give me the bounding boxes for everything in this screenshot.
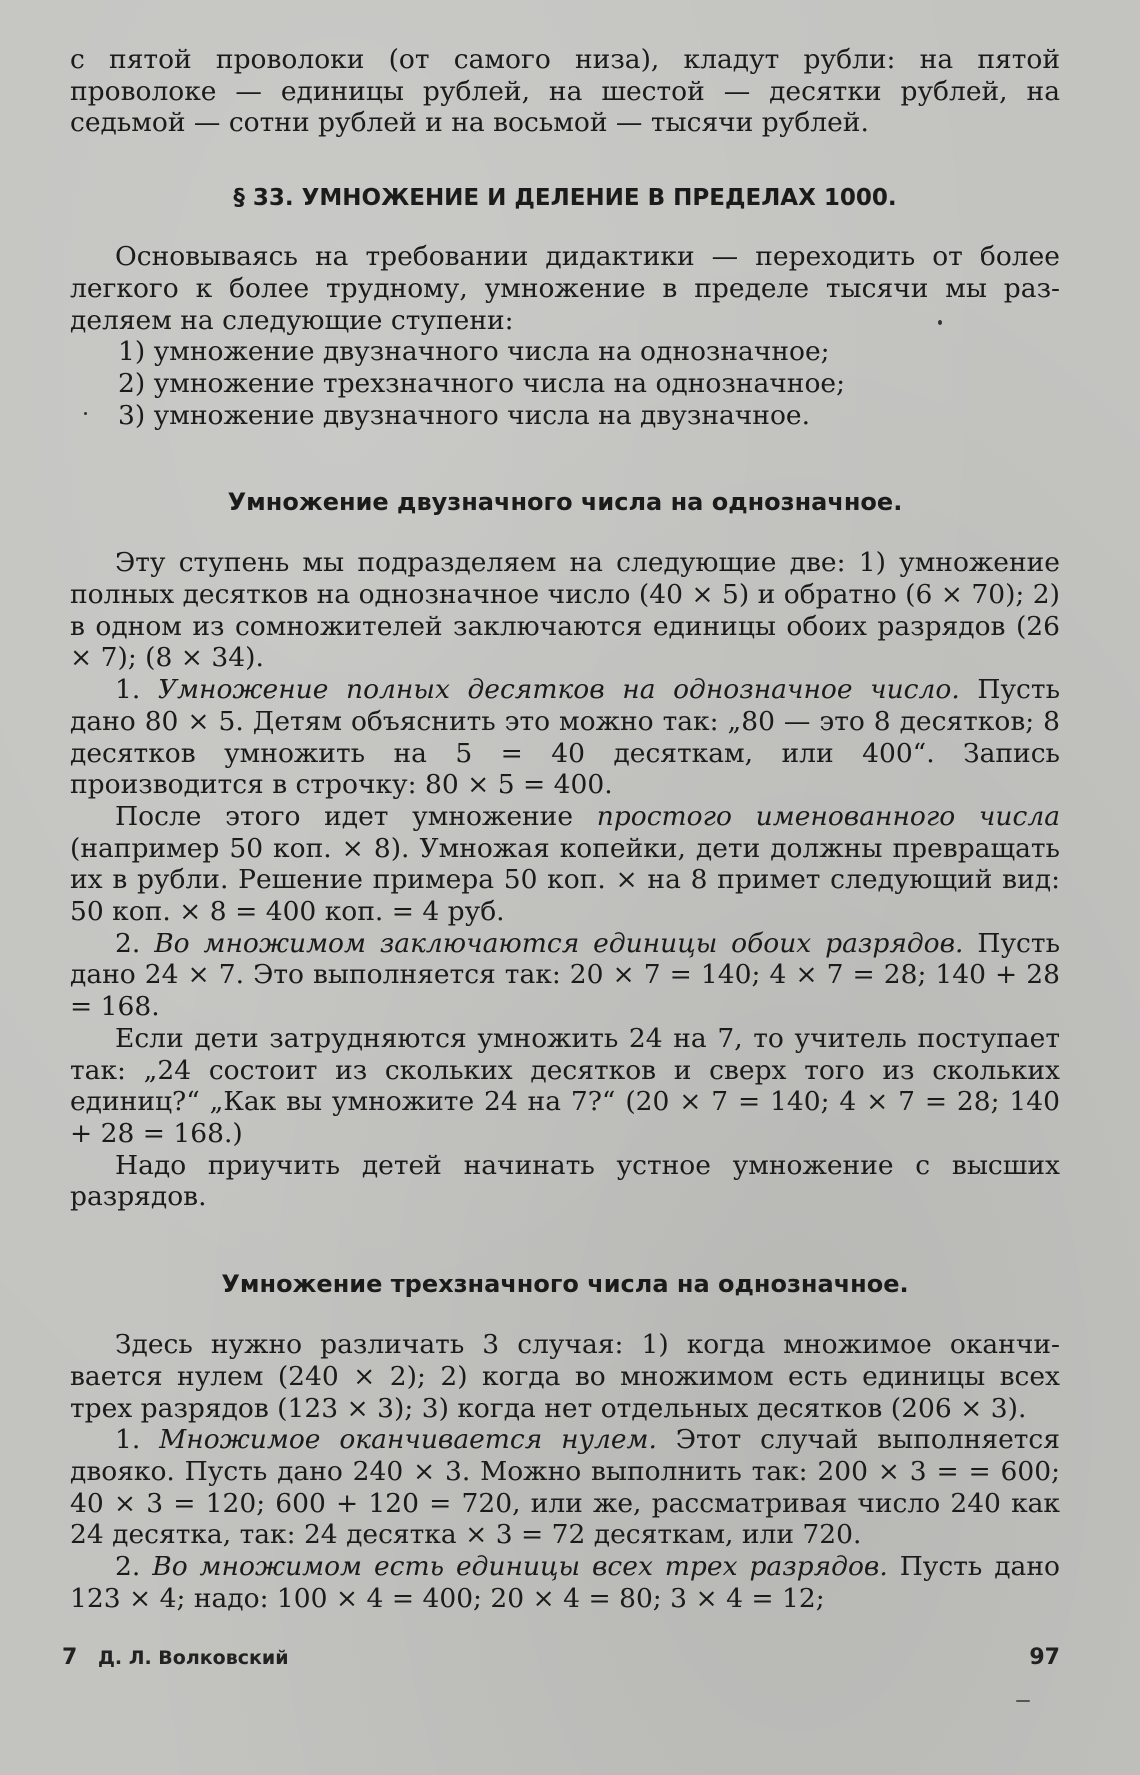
subsection2-paragraph-2 (70, 1424, 1060, 1551)
subsection2-paragraph-1: Здесь нужно различать 3 случая: 1) когда множимое оканчивается нулем (240 × 2); 2) когда во множимом есть единицы всех трех разрядов (123 × 3); 3) когда нет отдельных десятков (206 × 3). (70, 1329, 1060, 1424)
item-number: 1. (115, 1424, 141, 1456)
subsection2-paragraph-3 (70, 1551, 1060, 1614)
subsection-title-2: Умножение трехзначного числа на однозначное. (221, 1270, 909, 1299)
paragraph-text: Этот случай выполняется двояко. Пусть дано 240 × 3. Можно выполнить так: 200 × 3 = = 600; 40 × 3 = 120; 600 + 120 = 720, или же, рассматривая число 240 как 24 десятка, так: 24 десятка × 3 = 72 десяткам, или 720. (70, 1424, 1060, 1551)
paragraph-text: Пусть дано 123 × 4; надо: 100 × 4 = 400; 20 × 4 = 80; 3 × 4 = 12; (70, 1551, 1060, 1614)
subsection1-paragraph-6: Надо приучить детей начинать устное умножение с высших разрядов. (70, 1149, 1060, 1213)
step-item-3: 3) умножение двузначного числа на двузначное. (118, 399, 811, 431)
italic-term: простого именованного числа (596, 800, 1060, 832)
italic-term: Умножение полных десятков на однозначное число. (157, 674, 960, 706)
italic-term: Множимое оканчивается нулем. (159, 1424, 657, 1456)
item-number: 2. (115, 1551, 141, 1583)
paragraph-text: (например 50 коп. × 8). Умножая копейки, дети должны превращать их в рубли. Решение примера 50 коп. × на 8 примет следующий вид: 50 коп. × 8 = 400 коп. = 4 руб. (70, 832, 1060, 928)
italic-term: Во множимом есть единицы всех трех разрядов. (152, 1551, 888, 1583)
print-speck (84, 412, 87, 415)
subsection1-paragraph-5: Если дети затрудняются умножить 24 на 7, то учитель поступает так: „24 состоит из скольких десятков и сверх того из скольких единиц?“ „Как вы умножите 24 на 7?“ (20 × 7 = 140; 4 × 7 = 28; 140 + 28 = 168.) (70, 1022, 1060, 1149)
page-number: 97 (1029, 1645, 1060, 1670)
text-column (70, 44, 1060, 1614)
paragraph-text: После этого идет умножение (115, 800, 574, 832)
subsection1-paragraph-2 (70, 674, 1060, 801)
page-footer (62, 1645, 1060, 1675)
section-title: § 33. УМНОЖЕНИЕ И ДЕЛЕНИЕ В ПРЕДЕЛАХ 1000. (233, 185, 897, 212)
step-item-2: 2) умножение трехзначного числа на однозначное; (118, 367, 846, 399)
print-speck (938, 320, 942, 325)
subsection-title-1: Умножение двузначного числа на однозначное. (227, 488, 903, 517)
paragraph-text: Пусть дано 24 × 7. Это выполняется так: 20 × 7 = 140; 4 × 7 = 28; 140 + 28 = 168. (70, 927, 1060, 1023)
subsection1-paragraph-4 (70, 928, 1060, 1023)
step-item-1: 1) умножение двузначного числа на однозначное; (118, 336, 830, 368)
print-speck (1016, 1700, 1030, 1702)
italic-term: Во множимом заключаются единицы обоих разрядов. (154, 927, 964, 959)
intro-paragraph: Основываясь на требовании дидактики — переходить от более легкого к более трудному, умножение в пределе тысячи мы разделяем на следующие ступени: (70, 241, 1060, 336)
printer-signature (62, 1645, 289, 1670)
item-number: 2. (115, 927, 141, 959)
item-number: 1. (115, 674, 141, 706)
signature-number: 7 (62, 1645, 78, 1670)
subsection1-paragraph-1: Эту ступень мы подразделяем на следующие две: 1) умножение полных десятков на однозначное число (40 × 5) и обратно (6 × 70); 2) в одном из сомножителей заключаются единицы обоих разрядов (26 × 7); (8 × 34). (70, 547, 1060, 674)
subsection1-paragraph-3 (70, 801, 1060, 928)
paragraph-text: Пусть дано 80 × 5. Детям объяснить это можно так: „80 — это 8 десятков; 8 десятков умножить на 5 = 40 десяткам, или 400“. Запись производится в строчку: 80 × 5 = 400. (70, 674, 1060, 801)
top-paragraph: с пятой проволоки (от самого низа), кладут рубли: на пятой проволоке — единицы рублей, на шестой — десятки рублей, на седьмой — сотни рублей и на восьмой — тысячи рублей. (70, 44, 1060, 139)
signature-author: Д. Л. Волковский (97, 1647, 289, 1669)
